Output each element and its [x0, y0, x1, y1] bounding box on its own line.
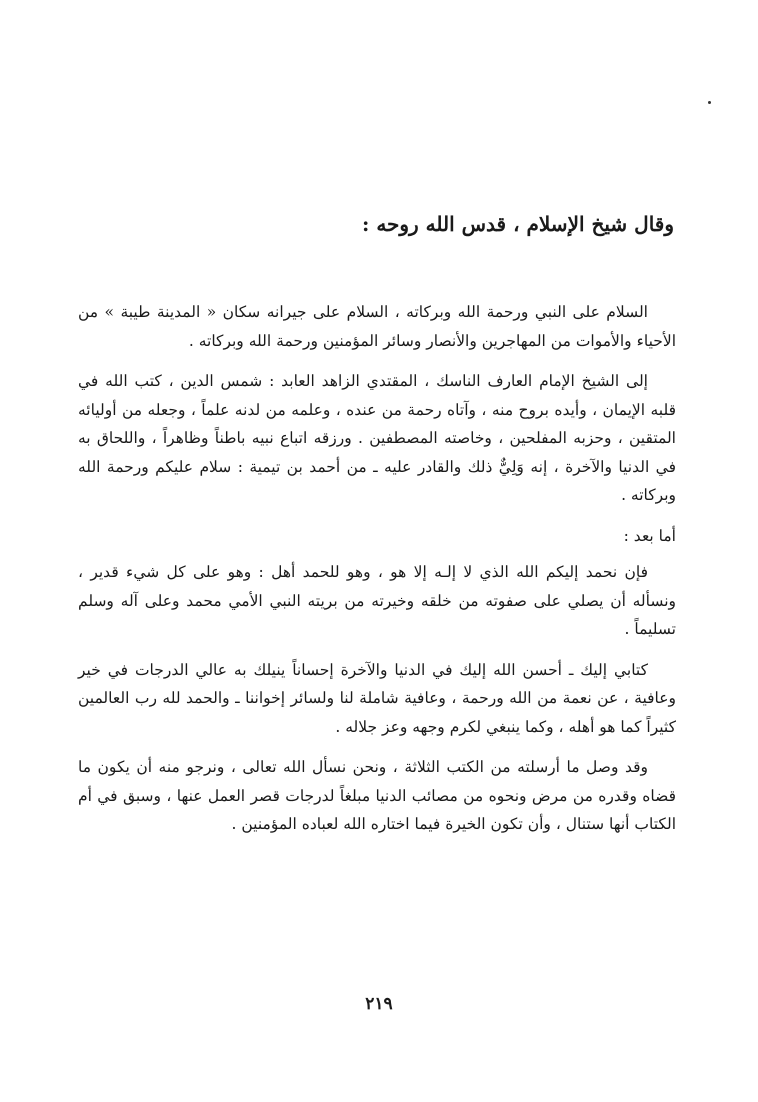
paragraph-salutation: السلام على النبي ورحمة الله وبركاته ، السلام على جيرانه سكان « المدينة طيبة » من الأحياء والأموات من المهاجرين والأنصار وسائر المؤمنين ورحمة الله وبركاته . [78, 303, 676, 350]
section-heading: وقال شيخ الإسلام ، قدس الله روحه : [361, 212, 674, 236]
paragraph-amma-baad: أما بعد : [623, 526, 676, 545]
paragraph-letter: كتابي إليك ـ أحسن الله إليك في الدنيا والآخرة إحساناً ينيلك به عالي الدرجات في خير وعافية ، عن نعمة من الله ورحمة ، وعافية شاملة لنا ولسائر إخواننا ـ والحمد لله رب العالمين كثيراً كما هو أهله ، وكما ينبغي لكرم وجهه وعز جلاله . [78, 660, 676, 736]
paragraph-address: إلى الشيخ الإمام العارف الناسك ، المقتدي الزاهد العابد : شمس الدين ، كتب الله في قلبه الإيمان ، وأيده بروح منه ، وآتاه رحمة من عنده ، وعلمه من لدنه علماً ، وجعله من أوليائه المتقين ، وحزبه المفلحين ، وخاصته المصطفين . ورزقه اتباع نبيه باطناً وظاهراً ، واللحاق به في الدنيا والآخرة ، إنه وَلِيٌّ ذلك والقادر عليه ـ من أحمد بن تيمية : سلام عليكم ورحمة الله وبركاته . [78, 372, 676, 504]
paragraph-books-arrived: وقد وصل ما أرسلته من الكتب الثلاثة ، ونحن نسأل الله تعالى ، ونرجو منه أن يكون ما قضاه وقدره من مرض ونحوه من مصائب الدنيا مبلغاً لدرجات قصر العمل عنها ، وسبق في أم الكتاب أنها ستنال ، وأن تكون الخيرة فيما اختاره الله لعباده المؤمنين . [78, 758, 676, 833]
print-speck [708, 101, 711, 104]
body-text [78, 298, 676, 851]
page-number: ٢١٩ [365, 994, 393, 1014]
paragraph-praise: فإن نحمد إليكم الله الذي لا إلـه إلا هو ، وهو للحمد أهل : وهو على كل شيء قدير ، ونسأله أن يصلي على صفوته من خلقه وخيرته من بريته النبي الأمي محمد وعلى آله وسلم تسليماً . [78, 563, 676, 638]
